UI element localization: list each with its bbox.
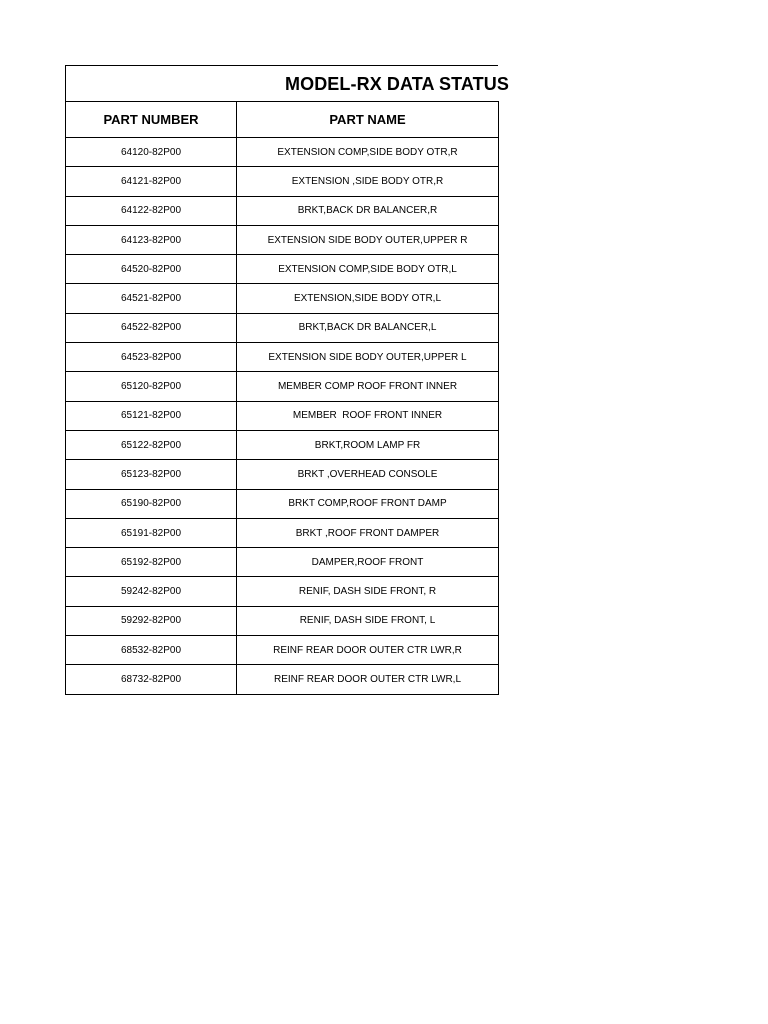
part-name-cell: BRKT,BACK DR BALANCER,L [237,313,499,342]
table-row [66,518,499,547]
part-number-cell: 64120-82P00 [66,138,237,167]
table-row [66,401,499,430]
table-row [66,255,499,284]
part-number-cell: 65122-82P00 [66,430,237,459]
table-row [66,489,499,518]
part-number-cell: 65192-82P00 [66,548,237,577]
header-row [66,102,499,138]
part-name-cell: MEMBER COMP ROOF FRONT INNER [237,372,499,401]
part-name-cell: REINF REAR DOOR OUTER CTR LWR,R [237,636,499,665]
part-number-cell: 68532-82P00 [66,636,237,665]
part-name-cell: EXTENSION ,SIDE BODY OTR,R [237,167,499,196]
table-row [66,196,499,225]
part-number-cell: 64520-82P00 [66,255,237,284]
part-name-cell: DAMPER,ROOF FRONT [237,548,499,577]
part-name-cell: BRKT COMP,ROOF FRONT DAMP [237,489,499,518]
part-number-cell: 68732-82P00 [66,665,237,694]
table-row [66,636,499,665]
part-number-cell: 64123-82P00 [66,225,237,254]
table-row [66,372,499,401]
part-name-cell: MEMBER ROOF FRONT INNER [237,401,499,430]
table-row [66,577,499,606]
table-row [66,343,499,372]
part-number-cell: 64121-82P00 [66,167,237,196]
part-name-cell: BRKT,BACK DR BALANCER,R [237,196,499,225]
part-name-header: PART NAME [237,102,499,138]
part-name-cell: EXTENSION COMP,SIDE BODY OTR,L [237,255,499,284]
part-number-cell: 65191-82P00 [66,518,237,547]
part-number-cell: 59292-82P00 [66,606,237,635]
part-number-cell: 65121-82P00 [66,401,237,430]
table-row [66,167,499,196]
part-number-cell: 65123-82P00 [66,460,237,489]
table-row [66,225,499,254]
part-number-cell: 65190-82P00 [66,489,237,518]
part-name-cell: EXTENSION SIDE BODY OUTER,UPPER R [237,225,499,254]
part-number-header: PART NUMBER [66,102,237,138]
table-row [66,548,499,577]
part-number-cell: 59242-82P00 [66,577,237,606]
part-number-cell: 65120-82P00 [66,372,237,401]
table-row [66,460,499,489]
table-row [66,313,499,342]
part-name-cell: EXTENSION,SIDE BODY OTR,L [237,284,499,313]
part-name-cell: REINF REAR DOOR OUTER CTR LWR,L [237,665,499,694]
sheet-title: MODEL-RX DATA STATUS [285,74,509,94]
part-name-cell: BRKT ,OVERHEAD CONSOLE [237,460,499,489]
part-name-cell: RENIF, DASH SIDE FRONT, R [237,577,499,606]
table-row [66,138,499,167]
part-name-cell: BRKT,ROOM LAMP FR [237,430,499,459]
part-number-cell: 64522-82P00 [66,313,237,342]
table-row [66,665,499,694]
part-number-cell: 64523-82P00 [66,343,237,372]
table-row [66,430,499,459]
parts-table [65,101,499,695]
part-name-cell: EXTENSION COMP,SIDE BODY OTR,R [237,138,499,167]
part-name-cell: EXTENSION SIDE BODY OUTER,UPPER L [237,343,499,372]
part-number-cell: 64521-82P00 [66,284,237,313]
table-row [66,606,499,635]
part-name-cell: RENIF, DASH SIDE FRONT, L [237,606,499,635]
part-number-cell: 64122-82P00 [66,196,237,225]
spreadsheet [65,65,509,695]
title-row [65,65,509,101]
table-row [66,284,499,313]
part-name-cell: BRKT ,ROOF FRONT DAMPER [237,518,499,547]
